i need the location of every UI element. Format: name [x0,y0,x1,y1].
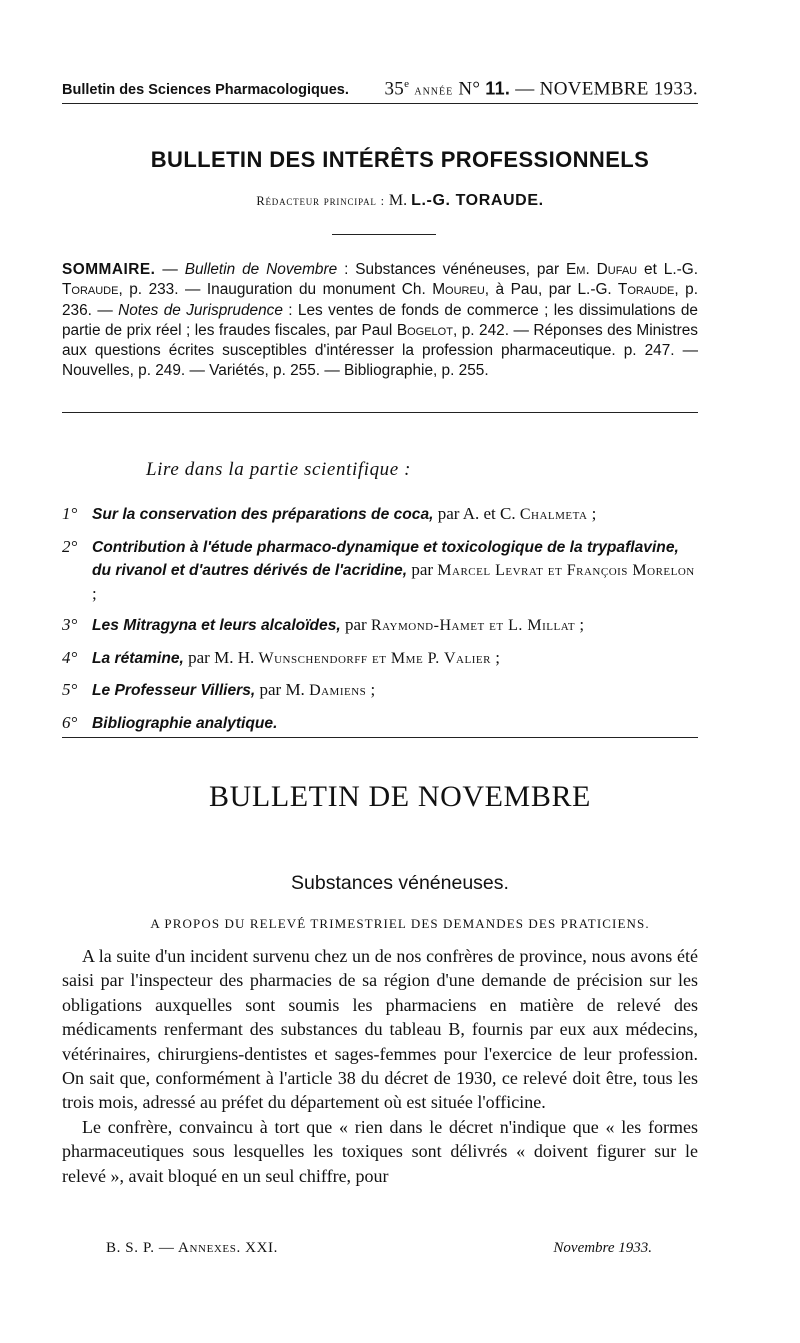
contents-item: 5° Le Professeur Villiers, par M. Damiens ; [62,680,376,699]
article-title: Substances vénéneuses. [291,872,509,894]
article-body [62,944,698,1188]
footer-signature: B. S. P. — Annexes. XXI. [106,1240,278,1256]
journal-title: Bulletin des Sciences Pharmacologiques. [62,82,349,99]
summary-rule [62,412,698,413]
scientific-contents-list [62,503,702,744]
contents-item: 4° La rétamine, par M. H. Wunschendorff et Mme P. Valier ; [62,647,500,667]
footer-date: Novembre 1933. [553,1240,652,1256]
contents-item: 3° Les Mitragyna et leurs alcaloïdes, par Raymond-Hamet et L. Millat ; [62,615,585,634]
article-paragraph-2: Le confrère, convaincu à tort que « rien dans le décret n'indique que « les formes pharmaceutiques sous lesquelles les toxiques sont délivrés « doivent figurer sur le relevé », avait bloqué en un seul chiffre, pour [62,1116,698,1186]
issue-info: 35e année N° 11. — NOVEMBRE 1933. [384,78,698,100]
short-rule [332,234,436,235]
page-footer [106,1240,652,1257]
article-paragraph-1: A la suite d'un incident survenu chez un de nos confrères de province, nous avons été saisi par l'inspecteur des pharmacies de sa région d'une demande de précision sur les obligations auxquelles sont soumis les pharmaciens en matière de relevé des médicaments renfermant des substances du tableau B, fournis par eux aux médecins, vétérinaires, chirurgiens-dentistes et sages-femmes pour l'exercice de leur profession. On sait que, conformément à l'article 38 du décret de 1930, ce relevé doit être, tous les trois mois, adressé au préfet du département où est située l'officine. [62,946,698,1113]
contents-item: 1° Sur la conservation des préparations de coca, par A. et C. Chalmeta ; [62,504,597,523]
scientific-intro: Lire dans la partie scientifique : [146,459,412,480]
contents-rule [62,737,698,738]
contents-item: 2° Contribution à l'étude pharmaco-dynamique et toxicologique de la trypaflavine, du rivanol et d'autres dérivés de l'acridine, par Marcel Levrat et François Morelon ; [62,536,695,603]
header-rule [62,103,698,104]
issue-date: NOVEMBRE 1933. [539,78,698,100]
issue-number: 11. [485,78,511,99]
section-title: BULLETIN DES INTÉRÊTS PROFESSIONNELS [150,147,650,172]
editor-line: Rédacteur principal : M. L.-G. TORAUDE. [256,192,544,209]
contents-item: 6° Bibliographie analytique. [62,712,278,732]
summary-paragraph: SOMMAIRE. — Bulletin de Novembre : Substances vénéneuses, par Em. Dufau et L.-G. Toraude, p. 233. — Inauguration du monument Ch. Moureu, à Pau, par L.-G. Toraude, p. 236. — Notes de Jurisprudence : Les ventes de fonds de commerce ; les dissimulations de partie de prix réel ; les fraudes fiscales, par Paul Bogelot, p. 242. — Réponses des Ministres aux questions écrites susceptibles d'intéresser la profession pharmaceutique. p. 247. — Nouvelles, p. 249. — Variétés, p. 255. — Bibliographie, p. 255. [62,261,699,380]
article-kicker: A PROPOS DU RELEVÉ TRIMESTRIEL DES DEMANDES DES PRATICIENS. [150,916,650,931]
running-head [62,78,698,100]
bulletin-title: BULLETIN DE NOVEMBRE [209,780,591,813]
